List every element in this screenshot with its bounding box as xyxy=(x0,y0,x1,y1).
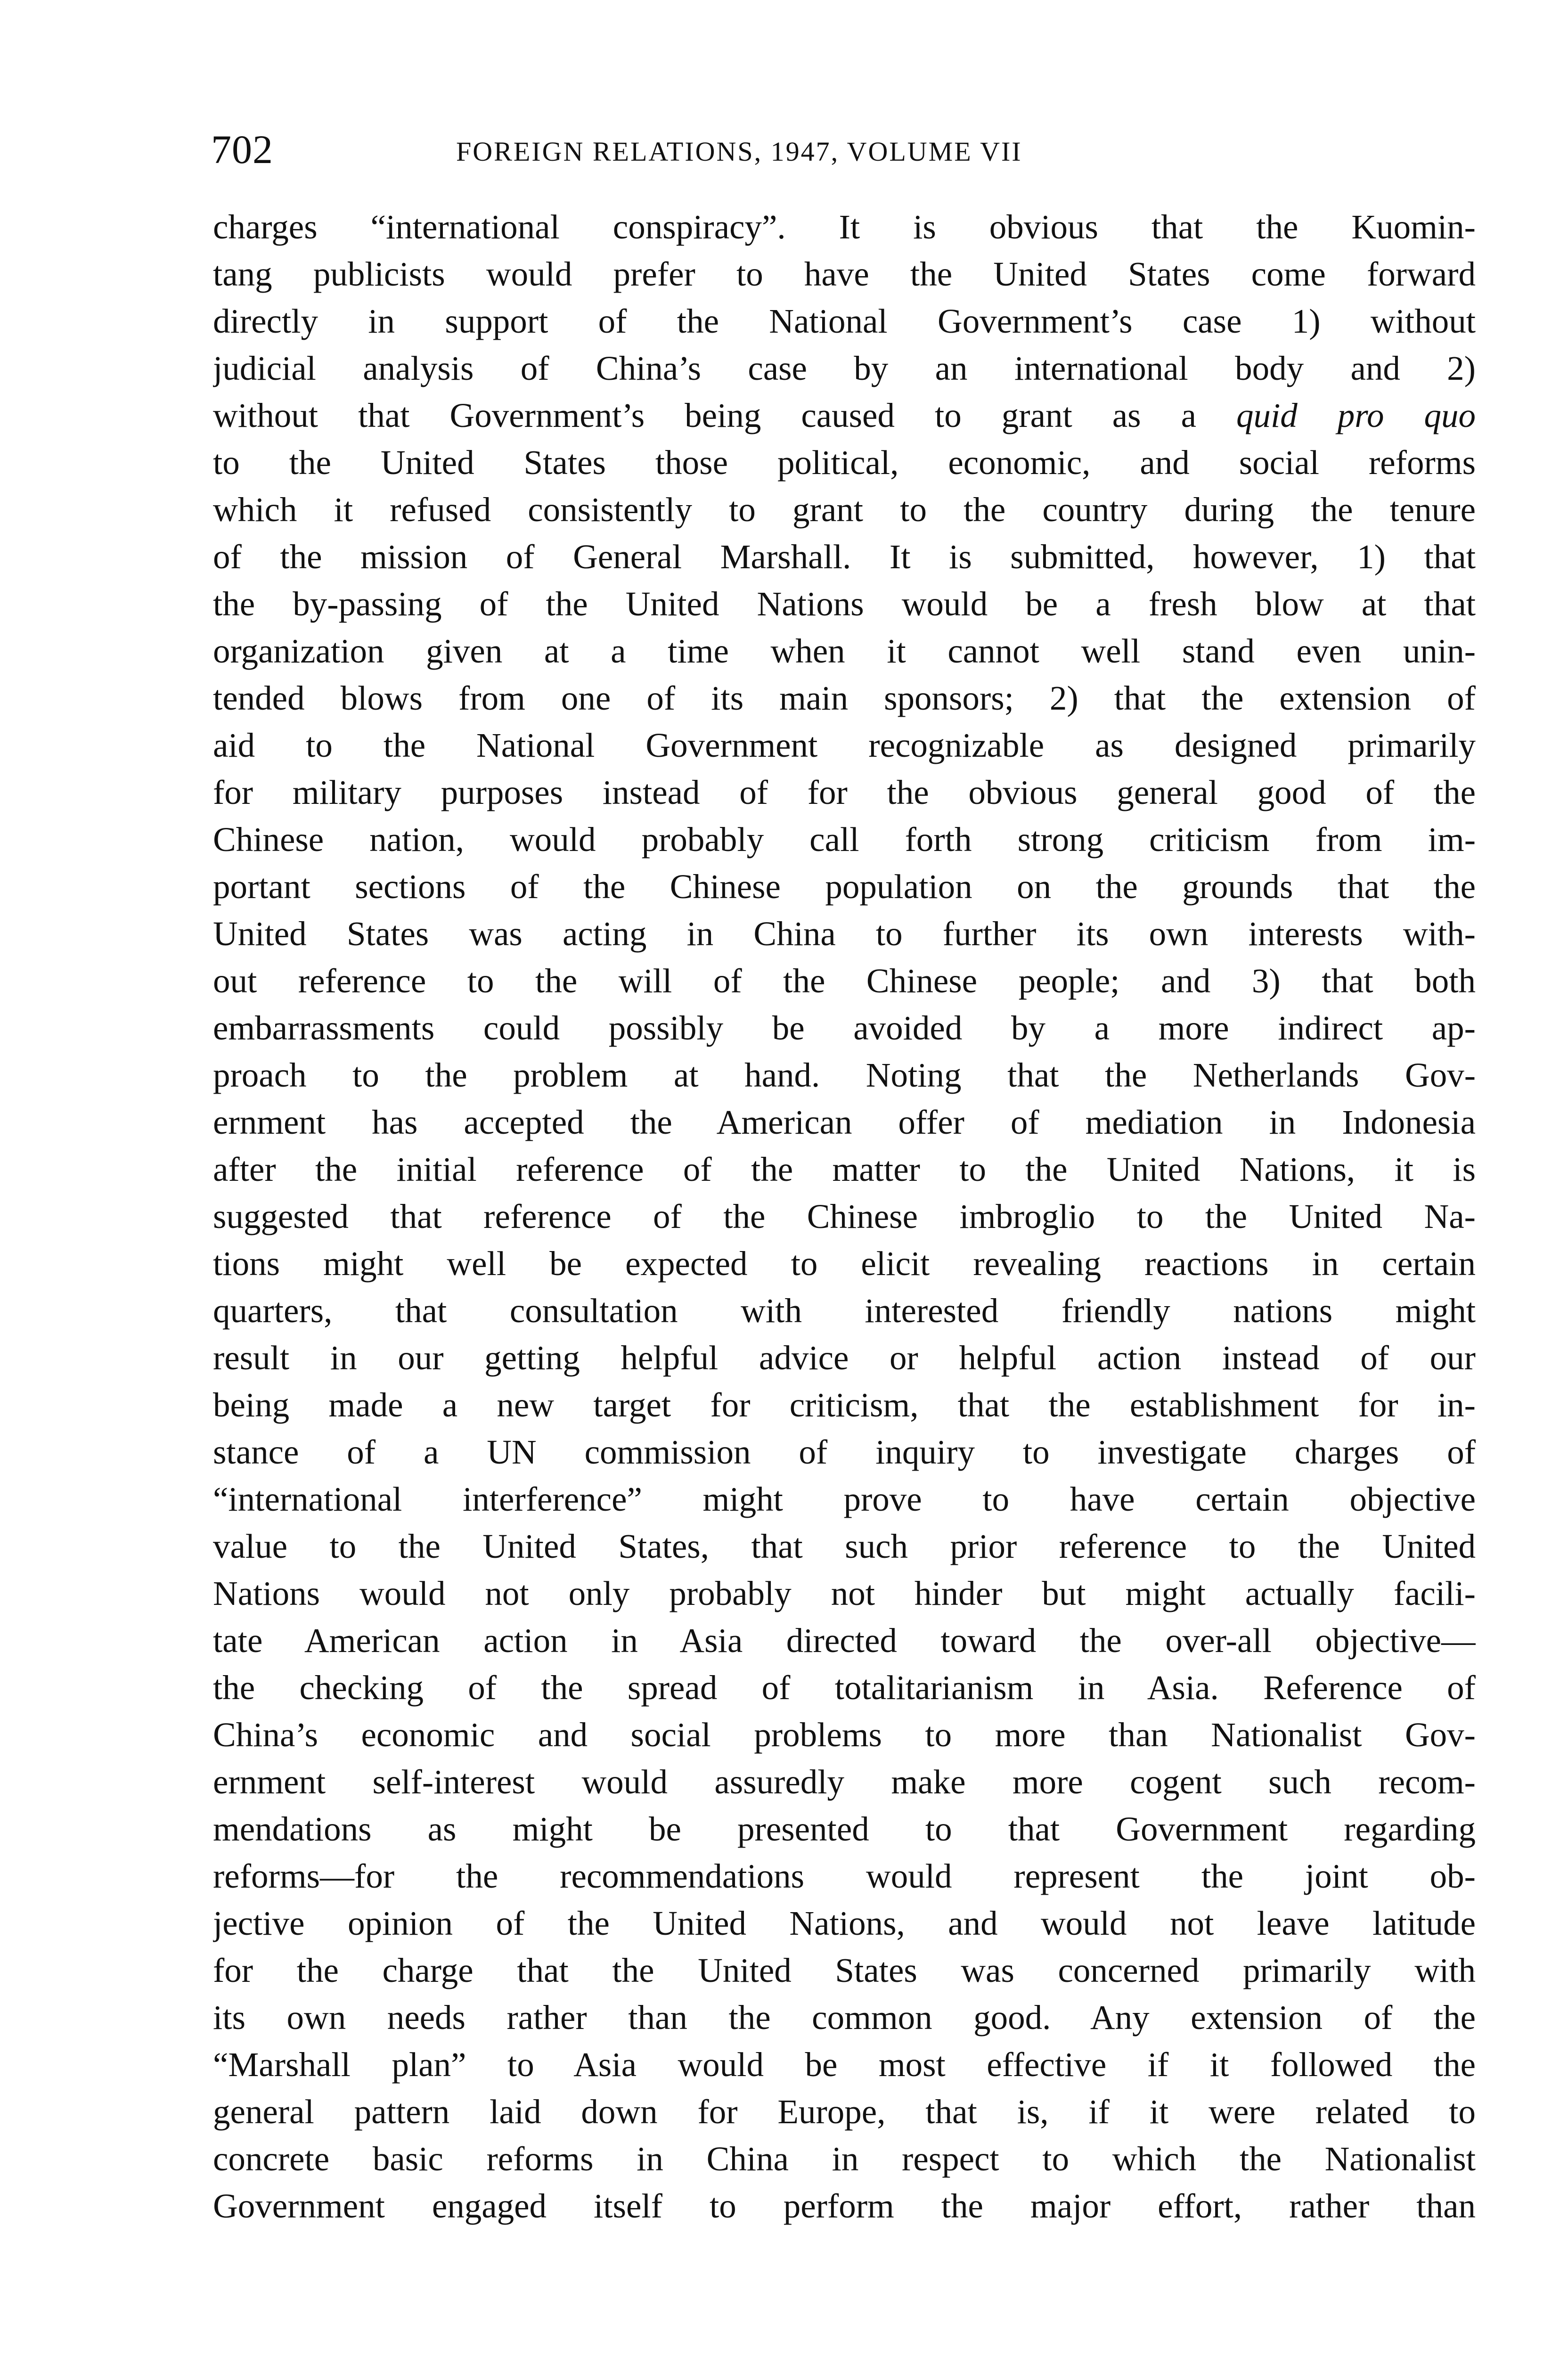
text-line: ernment has accepted the American offer of mediation in Indonesia xyxy=(213,1103,1476,1141)
text-line: Chinese nation, would probably call forth strong criticism from im- xyxy=(213,820,1476,859)
text-line: Nations would not only probably not hinder but might actually facili- xyxy=(213,1574,1476,1612)
text-line: embarrassments could possibly be avoided by a more indirect ap- xyxy=(213,1009,1476,1047)
text-line: jective opinion of the United Nations, and would not leave latitude xyxy=(213,1904,1476,1942)
text-line: “international interference” might prove to have certain objective xyxy=(213,1480,1476,1518)
text-line: reforms—for the recommendations would represent the joint ob- xyxy=(213,1857,1476,1895)
text-line: suggested that reference of the Chinese imbroglio to the United Na- xyxy=(213,1197,1476,1235)
text-line: tions might well be expected to elicit revealing reactions in certain xyxy=(213,1244,1476,1283)
text-line: out reference to the will of the Chinese people; and 3) that both xyxy=(213,962,1476,1000)
text-line: tended blows from one of its main sponsors; 2) that the extension of xyxy=(213,679,1476,717)
text-line: quarters, that consultation with interested friendly nations might xyxy=(213,1292,1476,1330)
running-head xyxy=(211,123,1474,175)
text-line: of the mission of General Marshall. It is submitted, however, 1) that xyxy=(213,538,1476,576)
text-line: “Marshall plan” to Asia would be most effective if it followed the xyxy=(213,2045,1476,2084)
text-line: mendations as might be presented to that Government regarding xyxy=(213,1810,1476,1848)
text-line: judicial analysis of China’s case by an international body and 2) xyxy=(213,349,1476,387)
text-line: portant sections of the Chinese population on the grounds that the xyxy=(213,867,1476,906)
body-text xyxy=(213,204,1476,2230)
text-line: to the United States those political, economic, and social reforms xyxy=(213,443,1476,482)
text-line: organization given at a time when it cannot well stand even unin- xyxy=(213,632,1476,670)
italic-phrase: quid pro quo xyxy=(1236,396,1476,434)
text-line: its own needs rather than the common good. Any extension of the xyxy=(213,1998,1476,2037)
text-line: for military purposes instead of for the obvious general good of the xyxy=(213,773,1476,811)
text-line: after the initial reference of the matter to the United Nations, it is xyxy=(213,1150,1476,1188)
running-head-title: FOREIGN RELATIONS, 1947, VOLUME VII xyxy=(456,136,1022,167)
text-line: result in our getting helpful advice or helpful action instead of our xyxy=(213,1339,1476,1377)
text-line: which it refused consistently to grant to the country during the tenure xyxy=(213,491,1476,529)
text-line: United States was acting in China to further its own interests with- xyxy=(213,915,1476,953)
text-line: ernment self-interest would assuredly make more cogent such recom- xyxy=(213,1763,1476,1801)
text-line: proach to the problem at hand. Noting that the Netherlands Gov- xyxy=(213,1056,1476,1094)
text-line: the checking of the spread of totalitarianism in Asia. Reference of xyxy=(213,1669,1476,1707)
page-number: 702 xyxy=(211,127,273,172)
text-line: concrete basic reforms in China in respect to which the Nationalist xyxy=(213,2140,1476,2178)
text-line: aid to the National Government recognizable as designed primarily xyxy=(213,726,1476,764)
text-line: for the charge that the United States was concerned primarily with xyxy=(213,1951,1476,1989)
text-line: tate American action in Asia directed toward the over-all objective— xyxy=(213,1621,1476,1660)
text-line: Government engaged itself to perform the major effort, rather than xyxy=(213,2187,1476,2225)
text-line: value to the United States, that such prior reference to the United xyxy=(213,1527,1476,1565)
text-line: charges “international conspiracy”. It is obvious that the Kuomin- xyxy=(213,208,1476,246)
text-line: tang publicists would prefer to have the United States come forward xyxy=(213,255,1476,293)
text-line: without that Government’s being caused to grant as a quid pro quo xyxy=(213,396,1476,434)
text-line: the by-passing of the United Nations would be a fresh blow at that xyxy=(213,585,1476,623)
text-line: stance of a UN commission of inquiry to investigate charges of xyxy=(213,1433,1476,1471)
text-line: being made a new target for criticism, that the establishment for in- xyxy=(213,1386,1476,1424)
text-line: directly in support of the National Government’s case 1) without xyxy=(213,302,1476,340)
text-line: China’s economic and social problems to more than Nationalist Gov- xyxy=(213,1716,1476,1754)
text-line: general pattern laid down for Europe, that is, if it were related to xyxy=(213,2093,1476,2131)
